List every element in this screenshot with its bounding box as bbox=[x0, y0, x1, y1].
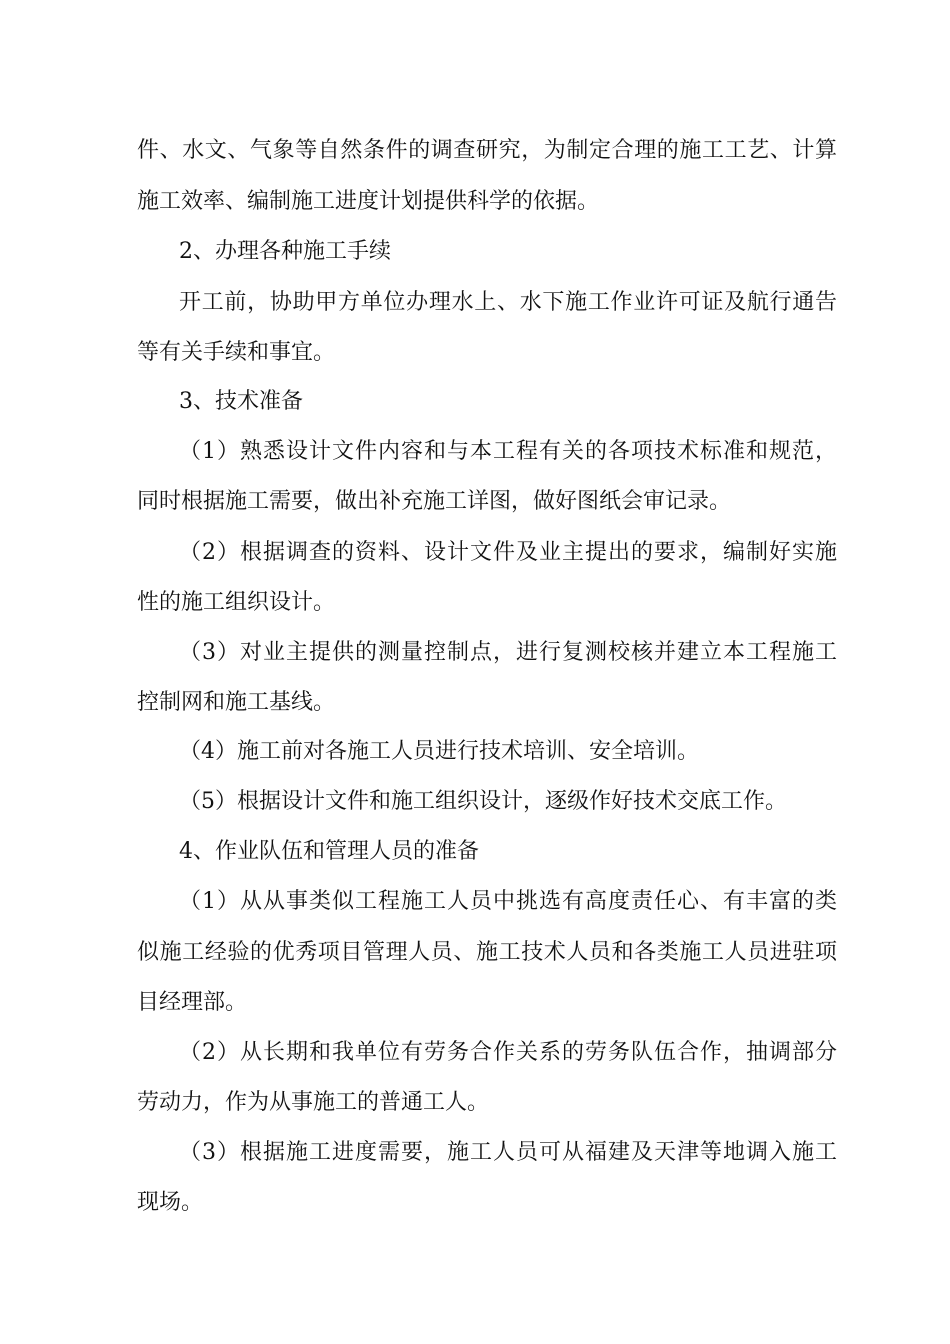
paragraph-line: （1）熟悉设计文件内容和与本工程有关的各项技术标准和规范， bbox=[179, 439, 837, 464]
paragraph-line: 劳动力，作为从事施工的普通工人。 bbox=[137, 1090, 490, 1115]
section-heading: 3、技术准备 bbox=[179, 389, 303, 414]
section-heading: 2、办理各种施工手续 bbox=[179, 239, 391, 264]
paragraph-line: 性的施工组织设计。 bbox=[137, 590, 336, 615]
paragraph-line: （3）对业主提供的测量控制点，进行复测校核并建立本工程施工 bbox=[179, 640, 837, 665]
paragraph-line: （2）根据调查的资料、设计文件及业主提出的要求，编制好实施 bbox=[179, 540, 837, 565]
paragraph-line: 目经理部。 bbox=[137, 990, 248, 1015]
paragraph-line: 开工前，协助甲方单位办理水上、水下施工作业许可证及航行通告 bbox=[179, 290, 837, 315]
paragraph-line: 现场。 bbox=[137, 1190, 204, 1215]
paragraph-line: 施工效率、编制施工进度计划提供科学的依据。 bbox=[137, 189, 600, 214]
paragraph-line: 同时根据施工需要，做出补充施工详图，做好图纸会审记录。 bbox=[137, 489, 732, 514]
section-heading: 4、作业队伍和管理人员的准备 bbox=[179, 839, 479, 864]
paragraph-line: 件、水文、气象等自然条件的调查研究，为制定合理的施工工艺、计算 bbox=[137, 138, 837, 163]
paragraph-line: （5）根据设计文件和施工组织设计，逐级作好技术交底工作。 bbox=[179, 789, 787, 814]
paragraph-line: （3）根据施工进度需要，施工人员可从福建及天津等地调入施工 bbox=[179, 1140, 837, 1165]
paragraph-line: 等有关手续和事宜。 bbox=[137, 340, 336, 365]
paragraph-line: 似施工经验的优秀项目管理人员、施工技术人员和各类施工人员进驻项 bbox=[137, 940, 837, 965]
paragraph-line: （4）施工前对各施工人员进行技术培训、安全培训。 bbox=[179, 739, 699, 764]
paragraph-line: （2）从长期和我单位有劳务合作关系的劳务队伍合作，抽调部分 bbox=[179, 1040, 837, 1065]
paragraph-line: 控制网和施工基线。 bbox=[137, 690, 336, 715]
paragraph-line: （1）从从事类似工程施工人员中挑选有高度责任心、有丰富的类 bbox=[179, 889, 837, 914]
